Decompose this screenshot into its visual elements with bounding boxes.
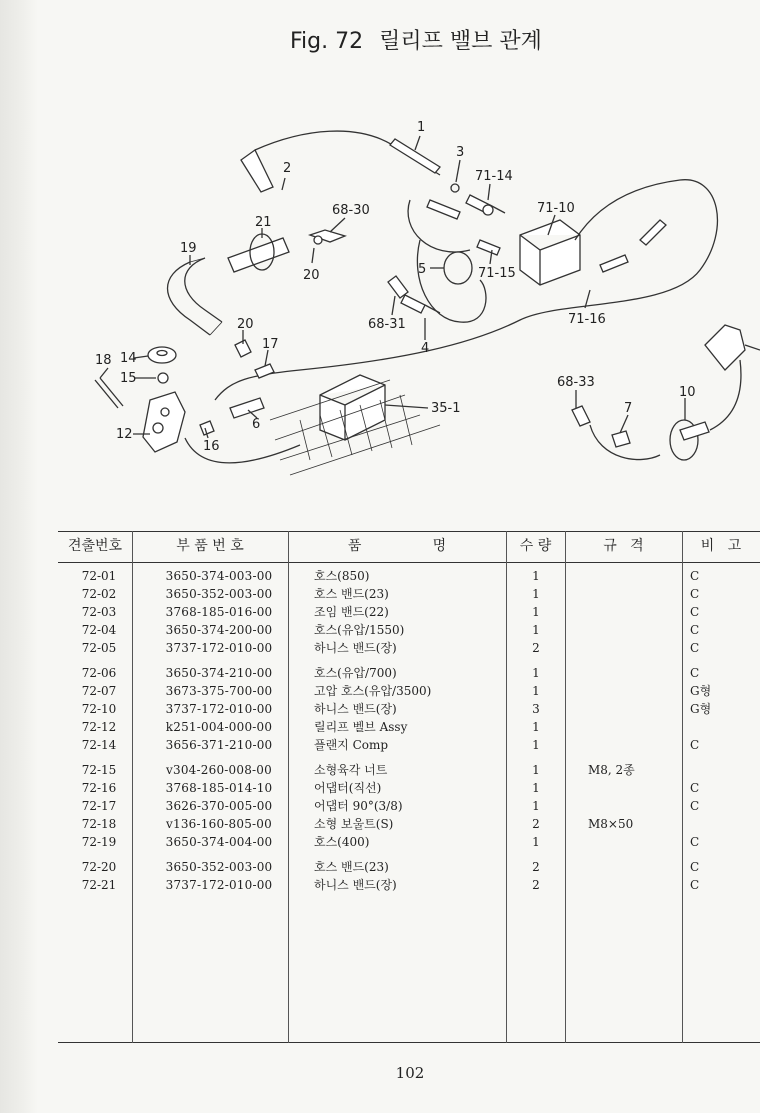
- part-name-cell: 어댑터 90°(3/8): [314, 799, 403, 813]
- table-row: [58, 833, 760, 851]
- remarks-cell: C: [690, 835, 700, 849]
- part-name-cell: 소형 보울트(S): [314, 817, 394, 831]
- fig-number-cell: 72-20: [81, 860, 117, 874]
- fig-number-cell: 72-02: [81, 587, 117, 601]
- table-row: [58, 718, 760, 736]
- table-row: [58, 858, 760, 876]
- part-number-cell: 3737-172-010-00: [165, 878, 273, 892]
- callout-label: 17: [262, 337, 279, 352]
- callout-label: 16: [203, 439, 220, 454]
- part-number-cell: 3650-374-200-00: [165, 623, 273, 637]
- callout-label: 10: [679, 385, 696, 400]
- fitting-68-33: [572, 406, 590, 426]
- quantity-cell: 1: [532, 666, 540, 680]
- header-qty: 수 량: [519, 538, 552, 554]
- quantity-cell: 2: [532, 817, 540, 831]
- callout-label: 5: [418, 262, 427, 277]
- hose-7: [612, 431, 630, 447]
- table-row: [58, 664, 760, 682]
- quantity-cell: 3: [532, 702, 540, 716]
- quantity-cell: 1: [532, 738, 540, 752]
- fig-number-cell: 72-07: [81, 684, 117, 698]
- callout-label: 20: [237, 317, 254, 332]
- callout-label: 18: [95, 353, 112, 368]
- bracket-right: [705, 325, 745, 370]
- quantity-cell: 1: [532, 587, 540, 601]
- callout-label: 7: [624, 401, 633, 416]
- part-number-cell: 3650-374-003-00: [165, 569, 273, 583]
- hose-400: [228, 238, 289, 272]
- callout-label: 4: [421, 341, 430, 356]
- part-number-cell: 3768-185-014-10: [165, 781, 273, 795]
- callout-label: 3: [456, 145, 465, 160]
- fig-number-cell: 72-04: [81, 623, 117, 637]
- part-name-cell: 조임 밴드(22): [314, 605, 389, 619]
- adapter-90-17: [255, 364, 274, 378]
- quantity-cell: 1: [532, 835, 540, 849]
- remarks-cell: C: [690, 738, 700, 752]
- remarks-cell: C: [690, 666, 700, 680]
- table-row: [58, 603, 760, 621]
- part-name-cell: 하니스 밴드(장): [314, 702, 397, 716]
- header-spec: 규 격: [603, 538, 644, 554]
- callout-label: 68-30: [332, 203, 370, 218]
- table-row: [58, 639, 760, 657]
- fig-number-cell: 72-17: [81, 799, 117, 813]
- part-number-cell: v304-260-008-00: [166, 763, 272, 777]
- part-number-cell: 3737-172-010-00: [165, 641, 273, 655]
- part-number-cell: 3650-374-004-00: [165, 835, 273, 849]
- parts-table: [58, 531, 760, 1043]
- callout-label: 14: [120, 351, 137, 366]
- callout-label: 19: [180, 241, 197, 256]
- quantity-cell: 1: [532, 684, 540, 698]
- part-number-cell: k251-004-000-00: [165, 720, 273, 734]
- part-number-cell: 3737-172-010-00: [165, 702, 273, 716]
- callout-label: 68-31: [368, 317, 406, 332]
- part-name-cell: 호스 밴드(23): [314, 587, 389, 601]
- callout-label: 71-16: [568, 312, 606, 327]
- callout-label: 2: [283, 161, 292, 176]
- fig-number-cell: 72-06: [81, 666, 117, 680]
- quantity-cell: 1: [532, 763, 540, 777]
- part-name-cell: 소형육각 너트: [314, 763, 388, 777]
- figure-title: 릴리프 밸브 관계: [379, 29, 542, 54]
- fig-number-cell: 72-21: [81, 878, 117, 892]
- part-name-cell: 호스(유압/1550): [314, 623, 405, 637]
- quantity-cell: 1: [532, 781, 540, 795]
- callout-label: 21: [255, 215, 272, 230]
- fig-number-cell: 72-01: [81, 569, 117, 583]
- relief-valve-12: [143, 392, 185, 452]
- part-number-cell: 3768-185-016-00: [165, 605, 273, 619]
- part-name-cell: 호스(400): [314, 835, 370, 849]
- table-row: [58, 761, 760, 779]
- fig-number-cell: 72-12: [81, 720, 117, 734]
- quantity-cell: 1: [532, 623, 540, 637]
- fig-number-cell: 72-16: [81, 781, 117, 795]
- part-number-cell: 3650-374-210-00: [165, 666, 273, 680]
- remarks-cell: C: [690, 605, 700, 619]
- table-row: [58, 585, 760, 603]
- part-name-cell: 호스(850): [314, 569, 370, 583]
- callout-label: 15: [120, 371, 137, 386]
- fig-number-cell: 72-18: [81, 817, 117, 831]
- table-row: [58, 567, 760, 585]
- nut-15: [158, 373, 168, 383]
- table-row: [58, 876, 760, 894]
- quantity-cell: 2: [532, 860, 540, 874]
- exploded-parts-diagram: [0, 0, 760, 520]
- remarks-cell: C: [690, 781, 700, 795]
- page-number: 102: [395, 1064, 425, 1082]
- part-name-cell: 하니스 밴드(장): [314, 878, 397, 892]
- fig-number-cell: 72-03: [81, 605, 117, 619]
- part-name-cell: 호스(유압/700): [314, 666, 397, 680]
- part-name-cell: 어댑터(직선): [314, 781, 382, 795]
- fig-number-cell: 72-05: [81, 641, 117, 655]
- callout-label: 35-1: [431, 401, 461, 416]
- quantity-cell: 1: [532, 720, 540, 734]
- table-row: [58, 621, 760, 639]
- table-row: [58, 815, 760, 833]
- hose-6: [230, 398, 264, 418]
- hose-return: [215, 180, 717, 400]
- callout-label: 68-33: [557, 375, 595, 390]
- remarks-cell: C: [690, 878, 700, 892]
- part-number-cell: 3673-375-700-00: [165, 684, 273, 698]
- figure-number: Fig. 72: [290, 29, 364, 54]
- hose-sleeve: [390, 139, 440, 173]
- hose-elbow: [241, 150, 273, 192]
- quantity-cell: 1: [532, 569, 540, 583]
- remarks-cell: C: [690, 641, 700, 655]
- callout-label: 1: [417, 120, 426, 135]
- callout-label: 12: [116, 427, 133, 442]
- callout-label: 71-15: [478, 266, 516, 281]
- part-number-cell: 3650-352-003-00: [165, 587, 273, 601]
- table-bottom-rule: [58, 1042, 760, 1043]
- fig-number-cell: 72-19: [81, 835, 117, 849]
- part-number-cell: 3626-370-005-00: [165, 799, 273, 813]
- hose-19: [168, 258, 223, 335]
- part-name-cell: 플랜지 Comp: [314, 738, 389, 752]
- callout-label: 20: [303, 268, 320, 283]
- fig-number-cell: 72-10: [81, 702, 117, 716]
- remarks-cell: G형: [690, 702, 712, 716]
- hose-band-5: [444, 252, 472, 284]
- part-number-cell: v136-160-805-00: [166, 817, 272, 831]
- part-number-cell: 3656-371-210-00: [165, 738, 273, 752]
- callout-label: 71-14: [475, 169, 513, 184]
- remarks-cell: C: [690, 860, 700, 874]
- quantity-cell: 2: [532, 878, 540, 892]
- quantity-cell: 1: [532, 799, 540, 813]
- remarks-cell: G형: [690, 684, 712, 698]
- part-name-cell: 호스 밴드(23): [314, 860, 389, 874]
- spec-cell: M8×50: [588, 817, 634, 831]
- callout-label: 6: [252, 417, 261, 432]
- header-part-name: 품 명: [347, 538, 447, 554]
- table-row: [58, 797, 760, 815]
- fig-number-cell: 72-15: [81, 763, 117, 777]
- part-name-cell: 고압 호스(유압/3500): [314, 684, 432, 698]
- remarks-cell: C: [690, 623, 700, 637]
- table-header-rule: [58, 562, 760, 563]
- remarks-cell: C: [690, 587, 700, 601]
- bolt-18: [95, 380, 118, 408]
- part-number-cell: 3650-352-003-00: [165, 860, 273, 874]
- table-row: [58, 682, 760, 700]
- spec-cell: M8, 2종: [588, 763, 635, 777]
- part-name-cell: 릴리프 벨브 Assy: [314, 720, 408, 734]
- quantity-cell: 2: [532, 641, 540, 655]
- table-row: [58, 700, 760, 718]
- remarks-cell: C: [690, 569, 700, 583]
- header-fig-no: 견출번호: [67, 538, 123, 554]
- table-row: [58, 779, 760, 797]
- clamp-3: [451, 184, 459, 192]
- callout-label: 71-10: [537, 201, 575, 216]
- fig-number-cell: 72-14: [81, 738, 117, 752]
- header-part-no: 부 품 번 호: [176, 538, 244, 554]
- quantity-cell: 1: [532, 605, 540, 619]
- table-row: [58, 736, 760, 754]
- remarks-cell: C: [690, 799, 700, 813]
- hose-coil: [640, 220, 666, 245]
- part-name-cell: 하니스 밴드(장): [314, 641, 397, 655]
- header-remarks: 비 고: [700, 538, 742, 554]
